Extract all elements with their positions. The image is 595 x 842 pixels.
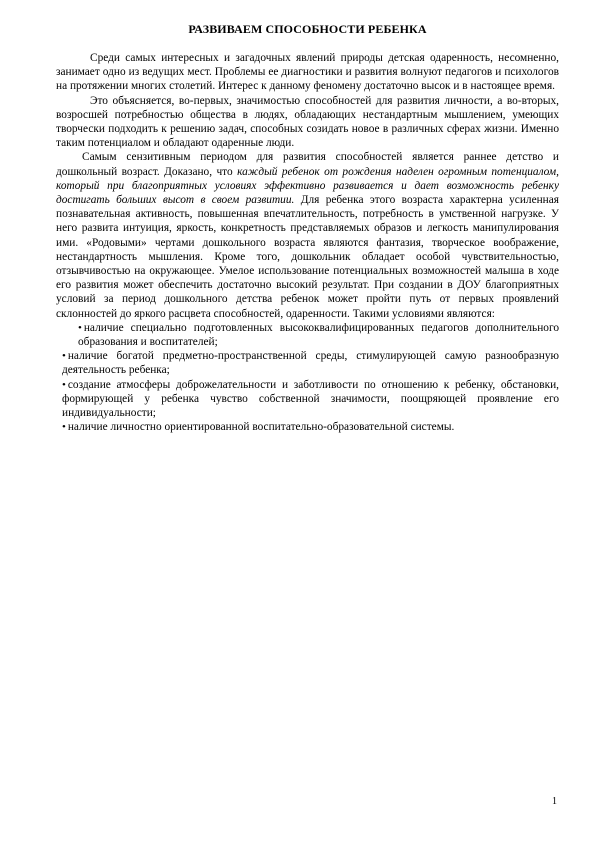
paragraph-3-intro: Самым сензитивным периодом для развития способностей является раннее детство и дошкольный возраст. Доказано, что bbox=[56, 151, 559, 178]
list-item bbox=[56, 420, 559, 434]
bullet-icon: • bbox=[78, 321, 82, 334]
paragraph-3-body: Для ребенка этого возраста характерна усиленная познавательная активность, повышенная впечатлительность, потребность в умственной нагрузке. У него развита интуиция, яркость, конкретность представляемых образов и легкость манипулирования ими. «Родовыми» чертами дошкольного возраста являются фантазия, творческое воображение, нестандартность мышления. Кроме того, дошкольник обладает особой чувствительностью, отзывчивостью на окружающее. Умелое использование потенциальных возможностей малыша в ходе его развития может обеспечить достаточно высокий результат. При создании в ДОУ благоприятных условий за период дошкольного детства ребенок может пройти путь от первых проявлений склонностей до яркого расцвета способностей, одаренности. Такими условиями являются: bbox=[56, 194, 559, 320]
list-item bbox=[56, 349, 559, 377]
conditions-list bbox=[56, 321, 559, 435]
paragraph-3-italic-statement: каждый ребенок от рождения наделен огромным потенциалом, который при благоприятных условиях эффективно развивается и дает возможность ребенку достигать больших высот в своем развитии. bbox=[56, 165, 559, 207]
paragraph-1: Среди самых интересных и загадочных явлений природы детская одаренность, несомненно, занимает одно из ведущих мест. Проблемы ее диагностики и развития волнуют педагогов и психологов на протяжении многих столетий. Интерес к данному феномену достаточно высок и в настоящее время. bbox=[56, 52, 559, 93]
list-item-text: наличие специально подготовленных высококвалифицированных педагогов дополнительного образования и воспитателей; bbox=[78, 321, 559, 349]
list-item-text: наличие богатой предметно-пространственной среды, стимулирующей самую разнообразную деятельность ребенка; bbox=[62, 350, 559, 377]
bullet-icon: • bbox=[62, 378, 66, 391]
list-item-text: создание атмосферы доброжелательности и заботливости по отношению к ребенку, обстановки, формирующей у ребенка чувство собственной значимости, поощряющей проявление его индивидуальности; bbox=[62, 378, 559, 420]
bullet-icon: • bbox=[62, 350, 66, 363]
paragraph-2: Это объясняется, во-первых, значимостью способностей для развития личности, а во-вторых, возросшей потребностью общества в людях, обладающих нестандартным мышлением, умеющих творчески подходить к решению задач, способных созидать новое в различных сферах жизни. Именно таким потенциалом и обладают одаренные люди. bbox=[56, 94, 559, 150]
bullet-icon: • bbox=[62, 421, 66, 434]
document-title: РАЗВИВАЕМ СПОСОБНОСТИ РЕБЕНКА bbox=[188, 22, 427, 36]
list-item bbox=[56, 321, 559, 349]
page-number: 1 bbox=[552, 796, 557, 807]
paragraph-3 bbox=[56, 150, 559, 320]
document-page bbox=[56, 22, 559, 434]
list-item-text: наличие личностно ориентированной воспитательно-образовательной системы. bbox=[67, 421, 455, 434]
list-item bbox=[56, 378, 559, 421]
